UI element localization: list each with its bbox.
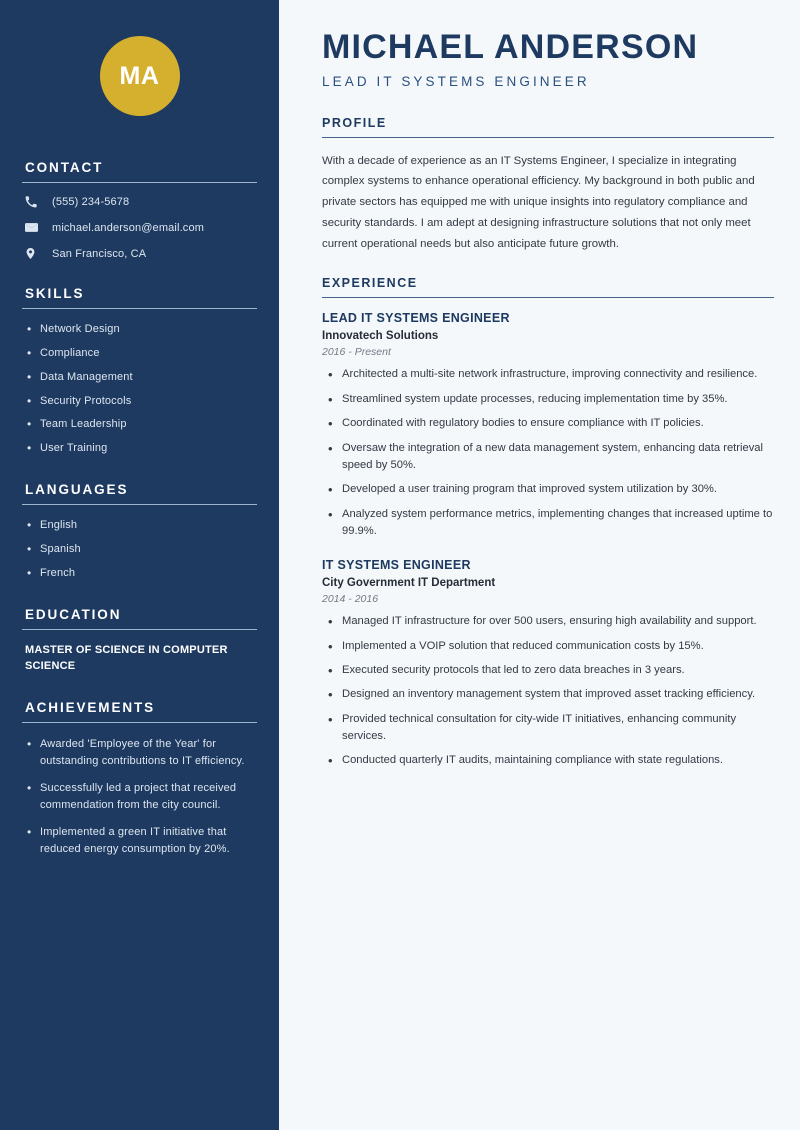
experience-section: [322, 276, 774, 769]
list-item: • Spanish: [25, 542, 257, 557]
profile-text: With a decade of experience as an IT Systems Engineer, I specialize in integrating complex systems to enhance operational efficiency. My background in both public and private sectors has equipped me with unique insights into regulatory compliance and security standards. I am adept at designing infrastructure solutions that not only meet current operational needs but also anticipate future growth.: [322, 154, 755, 250]
list-item: • Analyzed system performance metrics, implementing changes that increased uptime to 99.9%.: [324, 506, 774, 541]
education-degree: MASTER OF SCIENCE IN COMPUTER SCIENCE: [25, 643, 228, 672]
list-item: • Coordinated with regulatory bodies to ensure compliance with IT policies.: [324, 415, 774, 432]
list-item: • Executed security protocols that led to zero data breaches in 3 years.: [324, 662, 774, 679]
list-item: • Streamlined system update processes, reducing implementation time by 35%.: [324, 391, 774, 408]
skills-heading: SKILLS: [25, 286, 85, 301]
skills-divider: [22, 308, 257, 309]
job-role: IT SYSTEMS ENGINEER: [322, 558, 471, 573]
contact-heading: CONTACT: [25, 160, 104, 175]
education-divider: [22, 629, 257, 630]
achievements-list: [22, 736, 257, 857]
experience-entry: [322, 558, 774, 770]
languages-list: [22, 518, 257, 581]
job-company: Innovatech Solutions: [322, 330, 439, 343]
education-heading: EDUCATION: [25, 606, 122, 622]
profile-heading: PROFILE: [322, 115, 387, 130]
list-item: • Architected a multi-site network infrastructure, improving connectivity and resilience.: [324, 366, 774, 383]
contact-item-email[interactable]: [22, 221, 257, 234]
list-item: • Developed a user training program that improved system utilization by 30%.: [324, 481, 774, 498]
job-dates: 2014 - 2016: [322, 593, 379, 606]
skills-section: [22, 286, 257, 456]
job-dates: 2016 - Present: [322, 346, 391, 359]
contact-location-value: San Francisco, CA: [52, 247, 147, 260]
list-item: • Compliance: [25, 346, 257, 361]
list-item: • French: [25, 566, 257, 581]
profile-section: [322, 116, 774, 255]
job-bullets-list: [322, 613, 774, 770]
contact-section: [22, 160, 257, 260]
list-item: • Provided technical consultation for city-wide IT initiatives, enhancing community services.: [324, 711, 774, 746]
achievements-divider: [22, 722, 257, 723]
education-section: [22, 607, 257, 675]
list-item: • Implemented a green IT initiative that reduced energy consumption by 20%.: [25, 824, 257, 857]
phone-icon: [25, 196, 43, 208]
experience-divider: [322, 297, 774, 298]
languages-divider: [22, 504, 257, 505]
list-item: • Managed IT infrastructure for over 500 users, ensuring high availability and support.: [324, 613, 774, 630]
list-item: • Team Leadership: [25, 417, 257, 432]
sidebar: [0, 0, 279, 1130]
list-item: • Data Management: [25, 370, 257, 385]
list-item: • User Training: [25, 441, 257, 456]
avatar-container: [22, 0, 257, 160]
list-item: • Awarded 'Employee of the Year' for outstanding contributions to IT efficiency.: [25, 736, 257, 769]
page-title: MICHAEL ANDERSON: [322, 28, 699, 66]
location-pin-icon: [25, 247, 43, 260]
contact-divider: [22, 182, 257, 183]
job-bullets-list: [322, 366, 774, 540]
list-item: • English: [25, 518, 257, 533]
list-item: • Network Design: [25, 322, 257, 337]
list-item: • Security Protocols: [25, 394, 257, 409]
experience-entry: [322, 311, 774, 540]
contact-item-phone[interactable]: [22, 196, 257, 208]
contact-item-location[interactable]: [22, 247, 257, 260]
job-company: City Government IT Department: [322, 577, 496, 590]
profile-divider: [322, 137, 774, 138]
sidebar-main-gap: [279, 0, 290, 1130]
languages-section: [22, 482, 257, 581]
professional-title: LEAD IT SYSTEMS ENGINEER: [322, 73, 590, 89]
contact-email-value: michael.anderson@email.com: [52, 221, 205, 234]
job-role: LEAD IT SYSTEMS ENGINEER: [322, 311, 510, 326]
experience-heading: EXPERIENCE: [322, 276, 418, 291]
list-item: • Successfully led a project that received commendation from the city council.: [25, 780, 257, 813]
main-content: [290, 0, 800, 1130]
list-item: • Designed an inventory management system that improved asset tracking efficiency.: [324, 686, 774, 703]
achievements-section: [22, 700, 257, 857]
languages-heading: LANGUAGES: [25, 482, 129, 498]
avatar: MA: [100, 36, 180, 116]
envelope-icon: [25, 221, 43, 234]
skills-list: [22, 322, 257, 456]
list-item: • Oversaw the integration of a new data management system, enhancing data retrieval speed by 50%.: [324, 440, 774, 475]
contact-phone-value: (555) 234-5678: [52, 196, 130, 208]
list-item: • Implemented a VOIP solution that reduced communication costs by 15%.: [324, 638, 774, 655]
achievements-heading: ACHIEVEMENTS: [25, 700, 156, 716]
list-item: • Conducted quarterly IT audits, maintaining compliance with state regulations.: [324, 752, 774, 769]
